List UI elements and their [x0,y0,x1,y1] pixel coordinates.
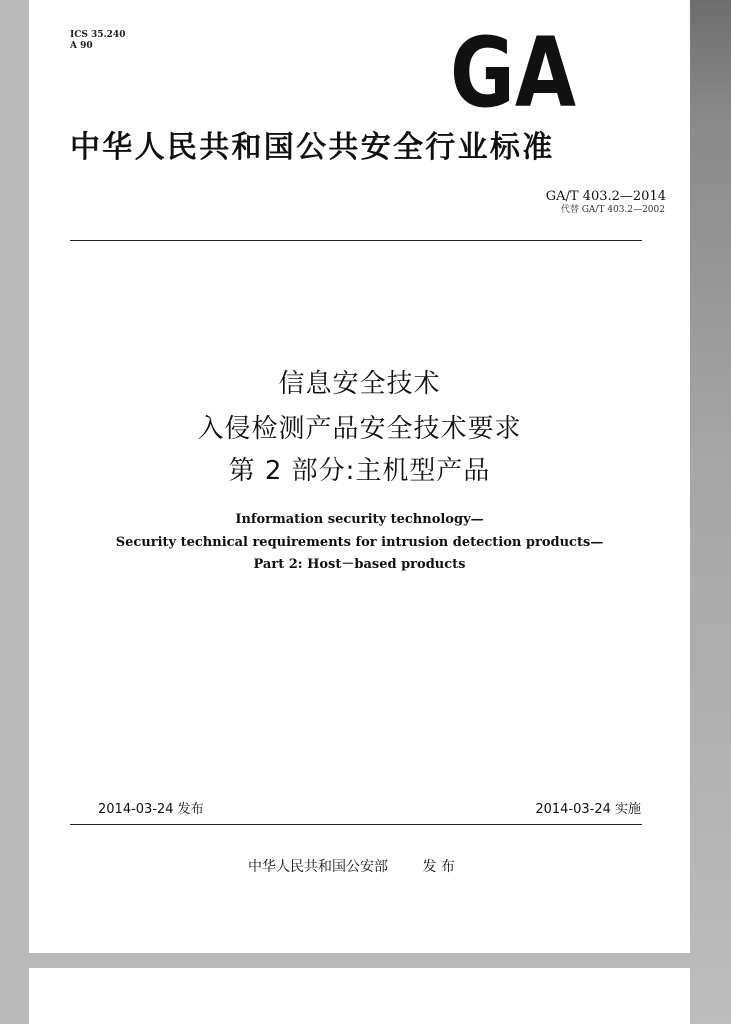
title-en-line-3: Part 2: Host－based products [253,557,466,572]
issue-date: 2014-03-24 发布 [98,802,204,817]
footer-divider [70,824,642,825]
background-strip [690,0,731,1024]
classification-codes [70,30,125,52]
title-cn-line-1: 信息安全技术 [278,369,441,399]
implementation-date: 2014-03-24 实施 [535,802,641,817]
issuer-action: 发 布 [422,859,455,875]
title-cn-line-3: 第 2 部分:主机型产品 [228,456,491,486]
ics-code: ICS 35.240 [70,30,126,40]
title-cn-line-2: 入侵检测产品安全技术要求 [197,414,522,444]
next-document-page [29,968,690,1024]
title-en-line-1: Information security technology— [235,512,484,527]
issuer-line [248,858,455,876]
ga-logo-text: GA [450,17,576,129]
ccs-code: A 90 [70,41,93,51]
standard-replaces: 代替 GA/T 403.2—2002 [560,205,665,215]
ga-logo [448,17,578,129]
standard-number: GA/T 403.2—2014 [545,189,666,204]
standard-category-title: 中华人民共和国公共安全行业标准 [70,130,555,165]
header-divider [70,240,642,241]
title-en-line-2: Security technical requirements for intrusion detection products— [115,535,604,550]
issuer-org: 中华人民共和国公安部 [248,859,388,875]
